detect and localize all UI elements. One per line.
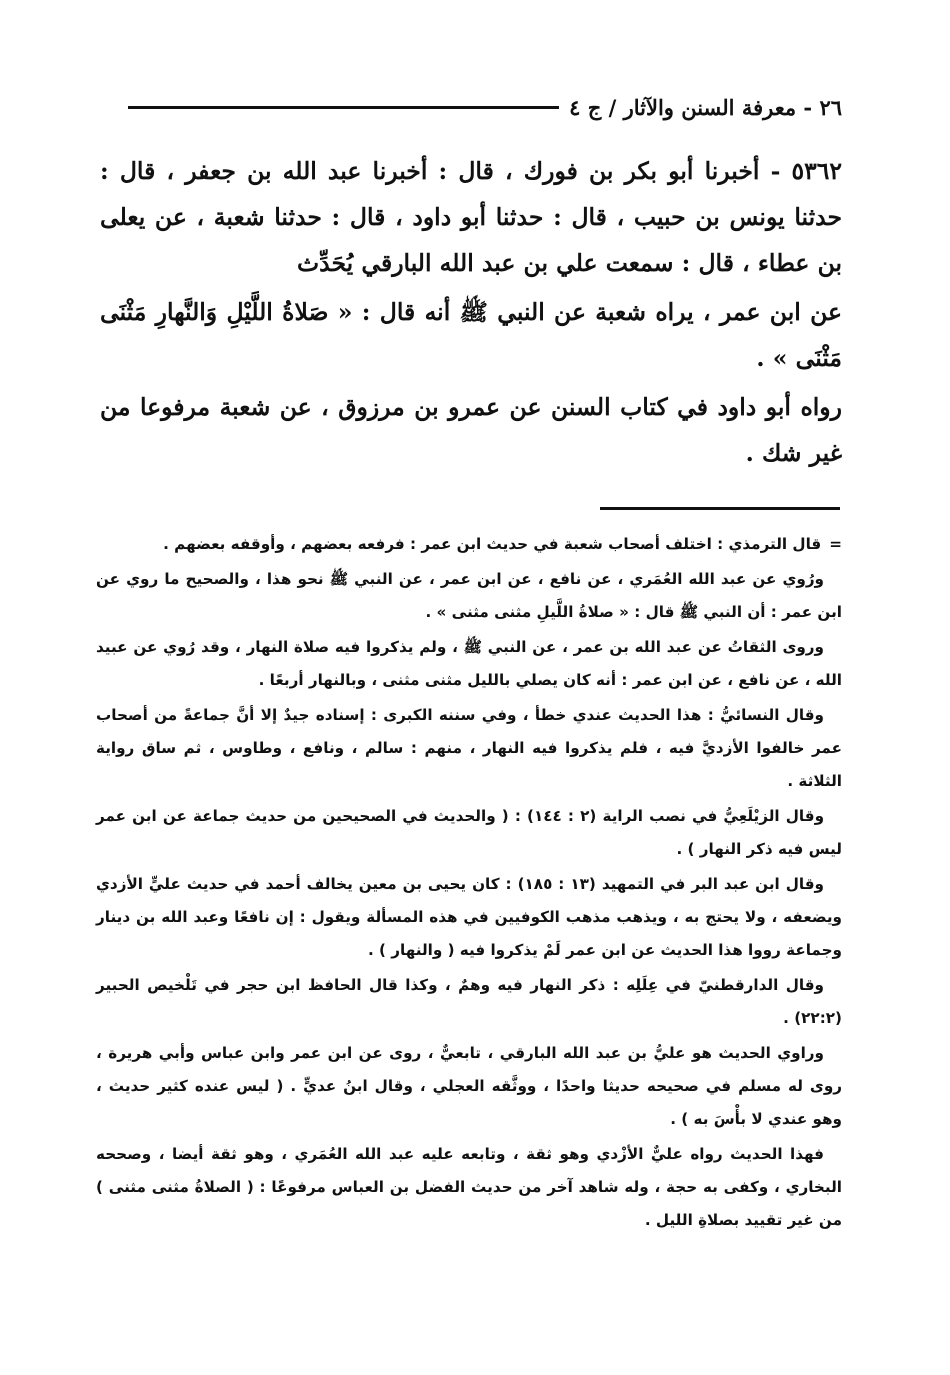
footnote-paragraph: ورُوي عن عبد الله العُمَري ، عن نافع ، عن ابن عمر ، عن النبي ﷺ نحو هذا ، والصحيح ما روي عن ابن عمر : أن النبي ﷺ قال : « صلاةُ اللَّيلِ مثنى مثنى » . bbox=[96, 570, 842, 621]
footnote-paragraph: وقال الدارقطنيّ في عِلَلِه : ذكر النهار فيه وهمٌ ، وكذا قال الحافظ ابن حجر في تَلْخيص الحبير (٢٢:٢) . bbox=[96, 976, 842, 1027]
header-rule bbox=[128, 106, 559, 109]
footnote-text: قال الترمذي : اختلف أصحاب شعبة في حديث ابن عمر : فرفعه بعضهم ، وأوقفه بعضهم . bbox=[163, 535, 822, 553]
running-header bbox=[128, 92, 842, 122]
footnote-paragraph bbox=[96, 528, 842, 561]
footnote-paragraph: وقال الزيْلَعِيُّ في نصب الراية (٢ : ١٤٤) : ( والحديث في الصحيحين من حديث جماعة عن ابن عمر ليس فيه ذكر النهار ) . bbox=[96, 807, 842, 858]
footnote-separator bbox=[600, 507, 840, 510]
main-text bbox=[100, 148, 842, 479]
footnote-paragraph: وقال النسائيُّ : هذا الحديث عندي خطأ ، وفي سننه الكبرى : إسناده جيدٌ إلا أنَّ جماعةً من أصحاب عمر خالفوا الأزديَّ فيه ، فلم يذكروا فيه النهار ، منهم : سالم ، ونافع ، وطاوس ، ثم ساق رواية الثلاثة . bbox=[96, 706, 842, 790]
footnote-paragraph: وراوي الحديث هو عليُّ بن عبد الله البارقي ، تابعيٌّ ، روى عن ابن عمر وابن عباس وأبي هريرة ، روى له مسلم في صحيحه حديثا واحدًا ، ووثَّقه العجلي ، وقال ابنُ عديٍّ . ( ليس عنده كثير حديث ، وهو عندي لا بأْسَ به ) . bbox=[96, 1044, 842, 1128]
hadith-matn-paragraph: عن ابن عمر ، يراه شعبة عن النبي ﷺ أنه قال : « صَلاةُ اللَّيْلِ وَالنَّهارِ مَثْنَى مَثْنَى » . bbox=[100, 298, 842, 372]
hadith-commentary-paragraph: رواه أبو داود في كتاب السنن عن عمرو بن مرزوق ، عن شعبة مرفوعا من غير شك . bbox=[100, 393, 842, 467]
footnotes bbox=[96, 528, 842, 1239]
footnote-paragraph: فهذا الحديث رواه عليٌّ الأزْدي وهو ثقة ، وتابعه عليه عبد الله العُمَري ، وهو ثقة أيضا ، وصححه البخاري ، وكفى به حجة ، وله شاهد آخر من حديث الفضل بن العباس مرفوعًا : ( الصلاةُ مثنى مثنى ) من غير تقييد بصلاةِ الليل . bbox=[96, 1145, 842, 1229]
hadith-isnad-paragraph: ٥٣٦٢ - أخبرنا أبو بكر بن فورك ، قال : أخبرنا عبد الله بن جعفر ، قال : حدثنا يونس بن حبيب ، قال : حدثنا أبو داود ، قال : حدثنا شعبة ، عن يعلى بن عطاء ، قال : سمعت علي بن عبد الله البارقي يُحَدِّث bbox=[100, 157, 842, 277]
footnote-continuation-marker: = bbox=[829, 535, 842, 553]
footnote-paragraph: وروى الثقاتُ عن عبد الله بن عمر ، عن النبي ﷺ ، ولم يذكروا فيه صلاة النهار ، وقد رُوي عن عبيد الله ، عن نافع ، عن ابن عمر : أنه كان يصلي بالليل مثنى مثنى ، وبالنهار أربعًا . bbox=[96, 638, 842, 689]
header-title: ٢٦ - معرفة السنن والآثار / ج ٤ bbox=[569, 94, 842, 120]
footnote-paragraph: وقال ابن عبد البر في التمهيد (١٣ : ١٨٥) : كان يحيى بن معين يخالف أحمد في حديث عليٍّ الأزدي ويضعفه ، ولا يحتج به ، ويذهب مذهب الكوفيين في هذه المسألة ويقول : إن نافعًا وعبد الله بن دينار وجماعة رووا هذا الحديث عن ابن عمر لَمْ يذكروا فيه ( والنهار ) . bbox=[96, 875, 842, 959]
